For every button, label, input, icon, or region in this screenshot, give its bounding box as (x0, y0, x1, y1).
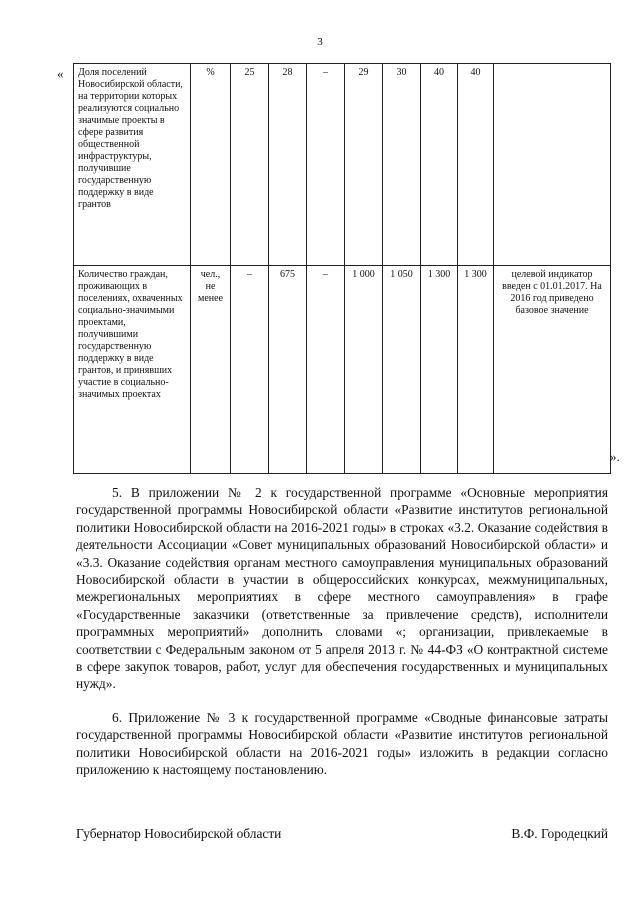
note-cell (494, 64, 611, 266)
signature-position: Губернатор Новосибирской области (76, 826, 282, 841)
note-cell: целевой индикатор введен с 01.01.2017. На 2016 год приведено базовое значение (494, 266, 611, 474)
value-cell: 1 000 (345, 266, 383, 474)
value-cell: – (307, 266, 345, 474)
value-cell: 28 (269, 64, 307, 266)
value-cell: – (231, 266, 269, 474)
value-cell: 675 (269, 266, 307, 474)
paragraph-6 (76, 709, 608, 779)
paragraph-5-text: 5. В приложении № 2 к государственной программе «Основные мероприятия государственной программы Новосибирской области «Развитие институтов региональной политики Новосибирской области на 2016-2021 годы» в строках «3.2. Оказание содействия в деятельности Ассоциации «Совет муниципальных образований Новосибирской области» и «3.3. Оказание содействия органам местного самоуправления муниципальных образований Новосибирской области в участии в общероссийских конкурсах, межмуниципальных, межрегиональных мероприятиях в сфере местного самоуправления» в графе «Государственные заказчики (ответственные за привлечение средств), исполнители программных мероприятий» дополнить словами «; организации, привлекаемые в соответствии с Федеральным законом от 5 апреля 2013 г. № 44-ФЗ «О контрактной системе в сфере закупок товаров, работ, услуг для обеспечения государственных и муниципальных нужд». (76, 485, 608, 692)
value-cell: 29 (345, 64, 383, 266)
value-cell: 1 050 (383, 266, 421, 474)
paragraph-5 (76, 484, 608, 693)
signature-name: В.Ф. Городецкий (511, 826, 608, 841)
value-cell: 25 (231, 64, 269, 266)
unit-cell: % (191, 64, 231, 266)
table-row (74, 64, 611, 266)
page-number: 3 (317, 36, 323, 48)
value-cell: – (307, 64, 345, 266)
value-cell: 1 300 (421, 266, 458, 474)
opening-quote: « (57, 66, 64, 81)
table-row (74, 266, 611, 474)
indicator-name-cell: Доля поселений Новосибирской области, на территории которых реализуются социально значимые проекты в сфере развития общественной инфраструктуры, получившие государственную поддержку в виде грантов (74, 64, 191, 266)
indicator-name-cell: Количество граждан, проживающих в поселениях, охваченных социально-значимыми проектами, получившими государственную поддержку в виде грантов, и принявших участие в социально-значимых проектах (74, 266, 191, 474)
indicators-table (73, 63, 611, 474)
value-cell: 1 300 (458, 266, 494, 474)
closing-quote: ». (610, 449, 620, 464)
unit-cell: чел., не менее (191, 266, 231, 474)
value-cell: 30 (383, 64, 421, 266)
value-cell: 40 (458, 64, 494, 266)
value-cell: 40 (421, 64, 458, 266)
paragraph-6-text: 6. Приложение № 3 к государственной программе «Сводные финансовые затраты государственной программы Новосибирской области «Развитие институтов региональной политики Новосибирской области на 2016-2021 годы» изложить в редакции согласно приложению к настоящему постановлению. (76, 710, 608, 778)
